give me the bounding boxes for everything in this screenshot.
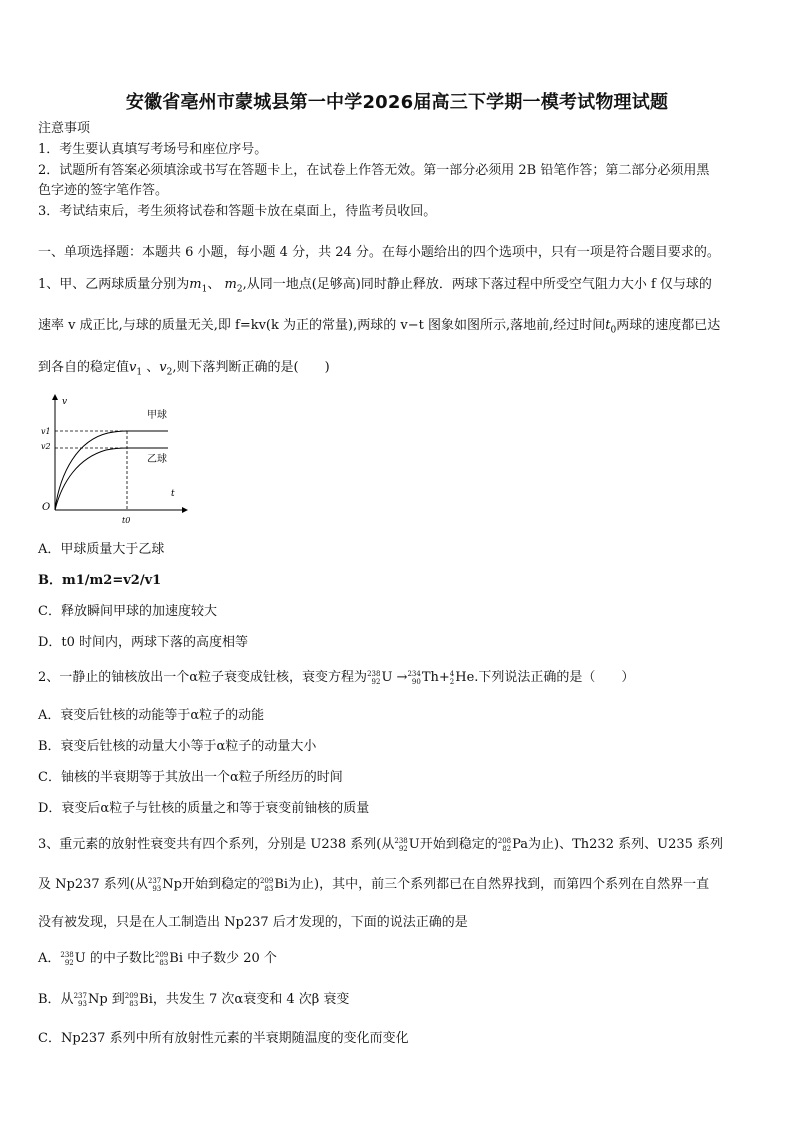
- question-2-stem: 2、一静止的铀核放出一个α粒子衰变成钍核，衰变方程为 238 92 U → 234 90 Th+ 4 2 He.下列说法正确的是（ ）: [38, 669, 635, 686]
- v-axis-label: v: [62, 397, 68, 407]
- q1-option-b: B．m1/m2=v2/v1: [38, 573, 162, 588]
- question-3-line-2: 及 Np237 系列(从 237 93 Np开始到稳定的 209 83 Bi为止)，其中，前三个系列都已在自然界找到，而第四个系列在自然界一直: [38, 876, 710, 893]
- t0-label: t0: [122, 516, 131, 525]
- q1-option-a: A．甲球质量大于乙球: [38, 542, 165, 557]
- page-title: 安徽省亳州市蒙城县第一中学2026届高三下学期一模考试物理试题: [125, 92, 669, 113]
- notice-item: 1．考生要认真填写考场号和座位序号。: [38, 142, 268, 157]
- nuclide-u238: 238 92 U: [367, 669, 393, 686]
- nuclide-th234: 234 90 Th: [407, 669, 439, 686]
- q3-option-c: C．Np237 系列中所有放射性元素的半衰期随温度的变化而变化: [38, 1031, 409, 1046]
- q1-option-c: C．释放瞬间甲球的加速度较大: [38, 604, 217, 619]
- q2-option-b: B．衰变后钍核的动量大小等于α粒子的动量大小: [38, 739, 317, 754]
- v2-label: v2: [41, 442, 51, 451]
- section-heading: 一、单项选择题：本题共 6 小题，每小题 4 分，共 24 分。在每小题给出的四个选项中，只有一项是符合题目要求的。: [38, 245, 720, 260]
- q2-option-c: C．铀核的半衰期等于其放出一个α粒子所经历的时间: [38, 770, 343, 785]
- v-axis-arrow: [52, 394, 58, 400]
- notice-item: 色字迹的签字笔作答。: [38, 183, 169, 198]
- question-1-line-3: 到各自的稳定值$v_1$ 、$v_2$,则下落判断正确的是( ): [38, 360, 330, 378]
- v1-label: v1: [41, 427, 51, 436]
- v-t-graph: [38, 392, 188, 530]
- curve-yi-label: 乙球: [147, 454, 167, 465]
- notice-item: 3．考试结束后，考生须将试卷和答题卡放在桌面上，待监考员收回。: [38, 204, 437, 219]
- nuclide-he4: 4 2 He: [449, 669, 475, 686]
- question-1-line-1: 1、甲、乙两球质量分别为$m_1$、 $m_2$,从同一地点(足够高)同时静止释放．两球下落过程中所受空气阻力大小 f 仅与球的: [38, 277, 712, 295]
- notice-heading: 注意事项: [38, 121, 91, 136]
- question-3-line-1: 3、重元素的放射性衰变共有四个系列，分别是 U238 系列(从 238 92 U开始到稳定的 208 82 Pa为止)、Th232 系列、U235 系列: [38, 836, 724, 853]
- q2-option-a: A．衰变后钍核的动能等于α粒子的动能: [38, 708, 265, 723]
- question-1-line-2: 速率 v 成正比,与球的质量无关,即 f=kv(k 为正的常量),两球的 v−t 图象如图所示,落地前,经过时间$t_0$两球的速度都已达: [38, 318, 721, 336]
- t-axis-arrow: [182, 507, 188, 513]
- q2-option-d: D．衰变后α粒子与钍核的质量之和等于衰变前铀核的质量: [38, 801, 370, 816]
- q1-option-d: D．t0 时间内，两球下落的高度相等: [38, 635, 249, 650]
- curve-jia-label: 甲球: [147, 410, 167, 421]
- question-3-line-3: 没有被发现，只是在人工制造出 Np237 后才发现的，下面的说法正确的是: [38, 915, 468, 930]
- origin-label: O: [42, 502, 51, 513]
- q3-option-a: A． 238 92 U 的中子数比 209 83 Bi 中子数少 20 个: [38, 950, 277, 967]
- curve-jia: [55, 431, 168, 510]
- notice-item: 2．试题所有答案必须填涂或书写在答题卡上，在试卷上作答无效。第一部分必须用 2B 铅笔作答；第二部分必须用黑: [38, 163, 710, 178]
- t-axis-label: t: [171, 489, 175, 499]
- q3-option-b: B．从 237 93 Np 到 209 83 Bi，共发生 7 次α衰变和 4 次β 衰变: [38, 991, 350, 1008]
